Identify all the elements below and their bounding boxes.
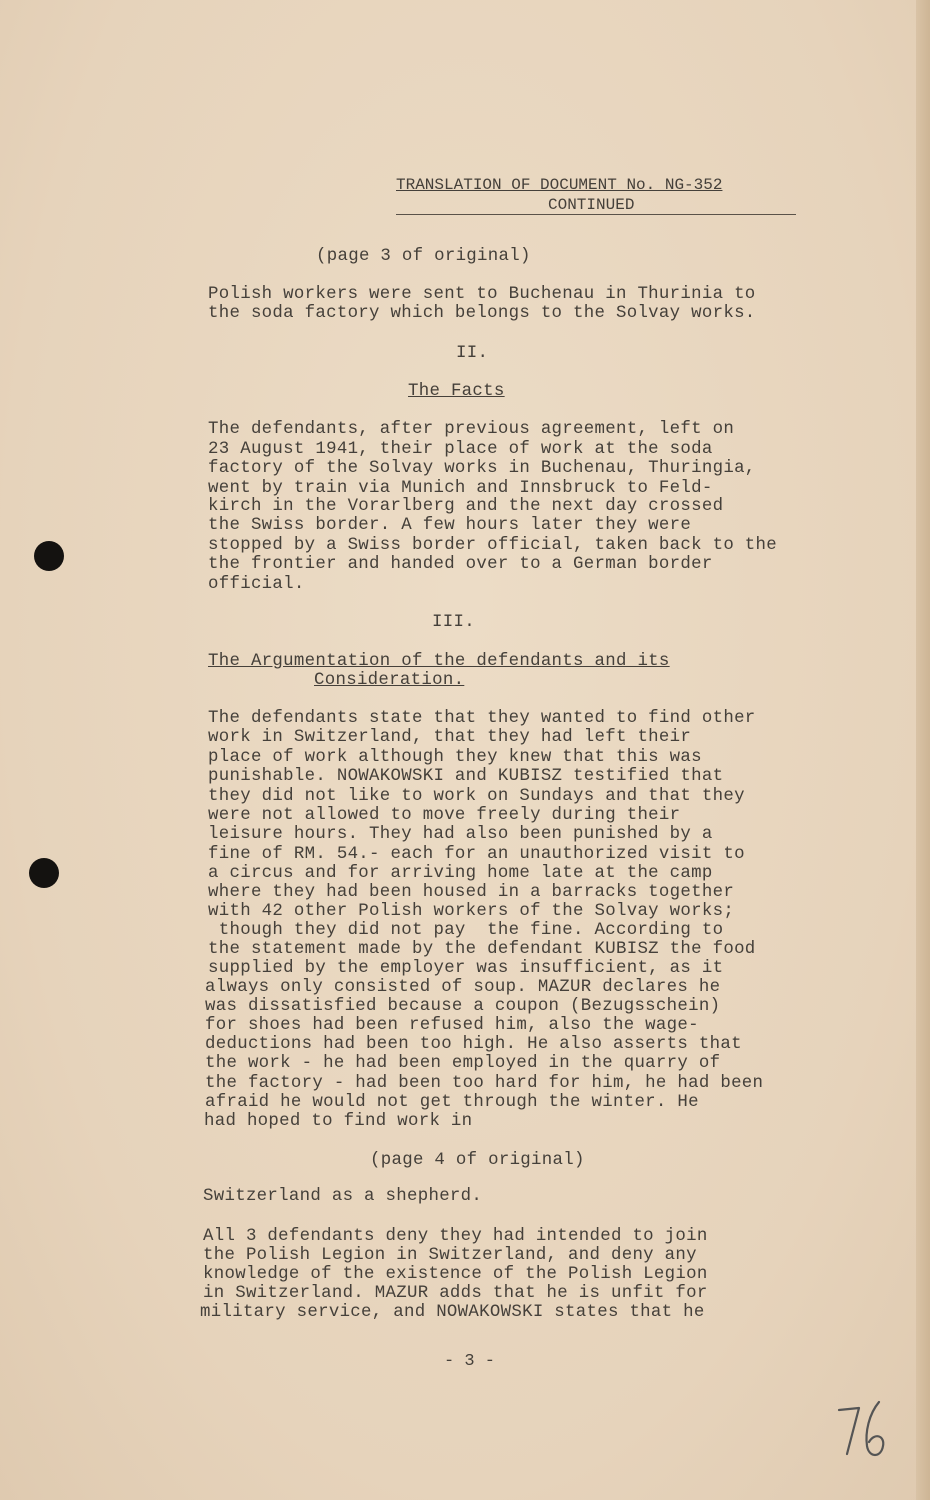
final-line: knowledge of the existence of the Polish Legion xyxy=(203,1265,708,1284)
section-numeral: II. xyxy=(456,344,489,363)
argument-line: deductions had been too high. He also asserts that xyxy=(205,1035,742,1054)
intro-line: Polish workers were sent to Buchenau in Thurinia to xyxy=(208,285,756,304)
final-line: in Switzerland. MAZUR adds that he is unfit for xyxy=(203,1284,708,1303)
final-line: All 3 defendants deny they had intended to join xyxy=(203,1227,708,1246)
facts-line: The defendants, after previous agreement, left on xyxy=(208,420,735,439)
punch-hole-top xyxy=(34,541,64,571)
punch-hole-bottom xyxy=(29,858,59,888)
argument-line: the factory - had been too hard for him, he had been xyxy=(205,1074,764,1093)
argument-line: The defendants state that they wanted to find other xyxy=(208,709,756,728)
section-heading: The Argumentation of the defendants and its xyxy=(208,652,670,671)
argument-line: afraid he would not get through the winter. He xyxy=(205,1093,699,1112)
page-note-original-4: (page 4 of original) xyxy=(370,1151,585,1170)
argument-line: place of work although they knew that this was xyxy=(208,748,702,767)
facts-line: the Swiss border. A few hours later they were xyxy=(208,516,692,535)
argument-line: was dissatisfied because a coupon (Bezugsschein) xyxy=(205,997,721,1016)
argument-line: supplied by the employer was insufficient, as it xyxy=(208,959,724,978)
argument-line: work in Switzerland, that they had left their xyxy=(208,728,692,747)
argument-line: punishable. NOWAKOWSKI and KUBISZ testified that xyxy=(208,767,724,786)
facts-line: factory of the Solvay works in Buchenau, Thuringia, xyxy=(208,459,756,478)
paper-edge xyxy=(916,0,930,1500)
argument-line: with 42 other Polish workers of the Solvay works; xyxy=(208,902,735,921)
final-line: military service, and NOWAKOWSKI states that he xyxy=(200,1303,705,1322)
argument-line: the work - he had been employed in the quarry of xyxy=(205,1054,721,1073)
handwritten-page-number xyxy=(833,1398,893,1468)
facts-line: went by train via Munich and Innsbruck to Feld- xyxy=(208,479,713,498)
page-note-original-3: (page 3 of original) xyxy=(316,247,531,266)
facts-line: kirch in the Vorarlberg and the next day crossed xyxy=(208,497,724,516)
argument-line: a circus and for arriving home late at the camp xyxy=(208,864,713,883)
facts-line: official. xyxy=(208,575,305,594)
section-numeral: III. xyxy=(432,613,475,632)
argument-line: leisure hours. They had also been punished by a xyxy=(208,825,713,844)
facts-line: 23 August 1941, their place of work at the soda xyxy=(208,440,713,459)
section-heading-continued: Consideration. xyxy=(314,671,465,690)
argument-line: they did not like to work on Sundays and that they xyxy=(208,787,745,806)
section-heading: The Facts xyxy=(408,382,505,401)
argument-line: for shoes had been refused him, also the wage- xyxy=(205,1016,699,1035)
argument-line: fine of RM. 54.- each for an unauthorized visit to xyxy=(208,845,745,864)
continuation-line: Switzerland as a shepherd. xyxy=(203,1187,483,1206)
argument-line: though they did not pay the fine. According to xyxy=(208,921,724,940)
final-line: the Polish Legion in Switzerland, and deny any xyxy=(203,1246,697,1265)
intro-line: the soda factory which belongs to the Solvay works. xyxy=(208,304,756,323)
header-continued: CONTINUED xyxy=(548,196,635,214)
header-rule xyxy=(396,214,796,215)
argument-line: were not allowed to move freely during their xyxy=(208,806,681,825)
document-header xyxy=(396,176,796,214)
page-number: - 3 - xyxy=(444,1352,496,1371)
facts-line: the frontier and handed over to a German border xyxy=(208,555,713,574)
argument-line: had hoped to find work in xyxy=(204,1112,473,1131)
argument-line: the statement made by the defendant KUBISZ the food xyxy=(208,940,756,959)
argument-line: always only consisted of soup. MAZUR declares he xyxy=(205,978,721,997)
facts-line: stopped by a Swiss border official, taken back to the xyxy=(208,536,778,555)
argument-line: where they had been housed in a barracks together xyxy=(208,883,735,902)
header-title: TRANSLATION OF DOCUMENT No. NG-352 xyxy=(396,176,723,194)
